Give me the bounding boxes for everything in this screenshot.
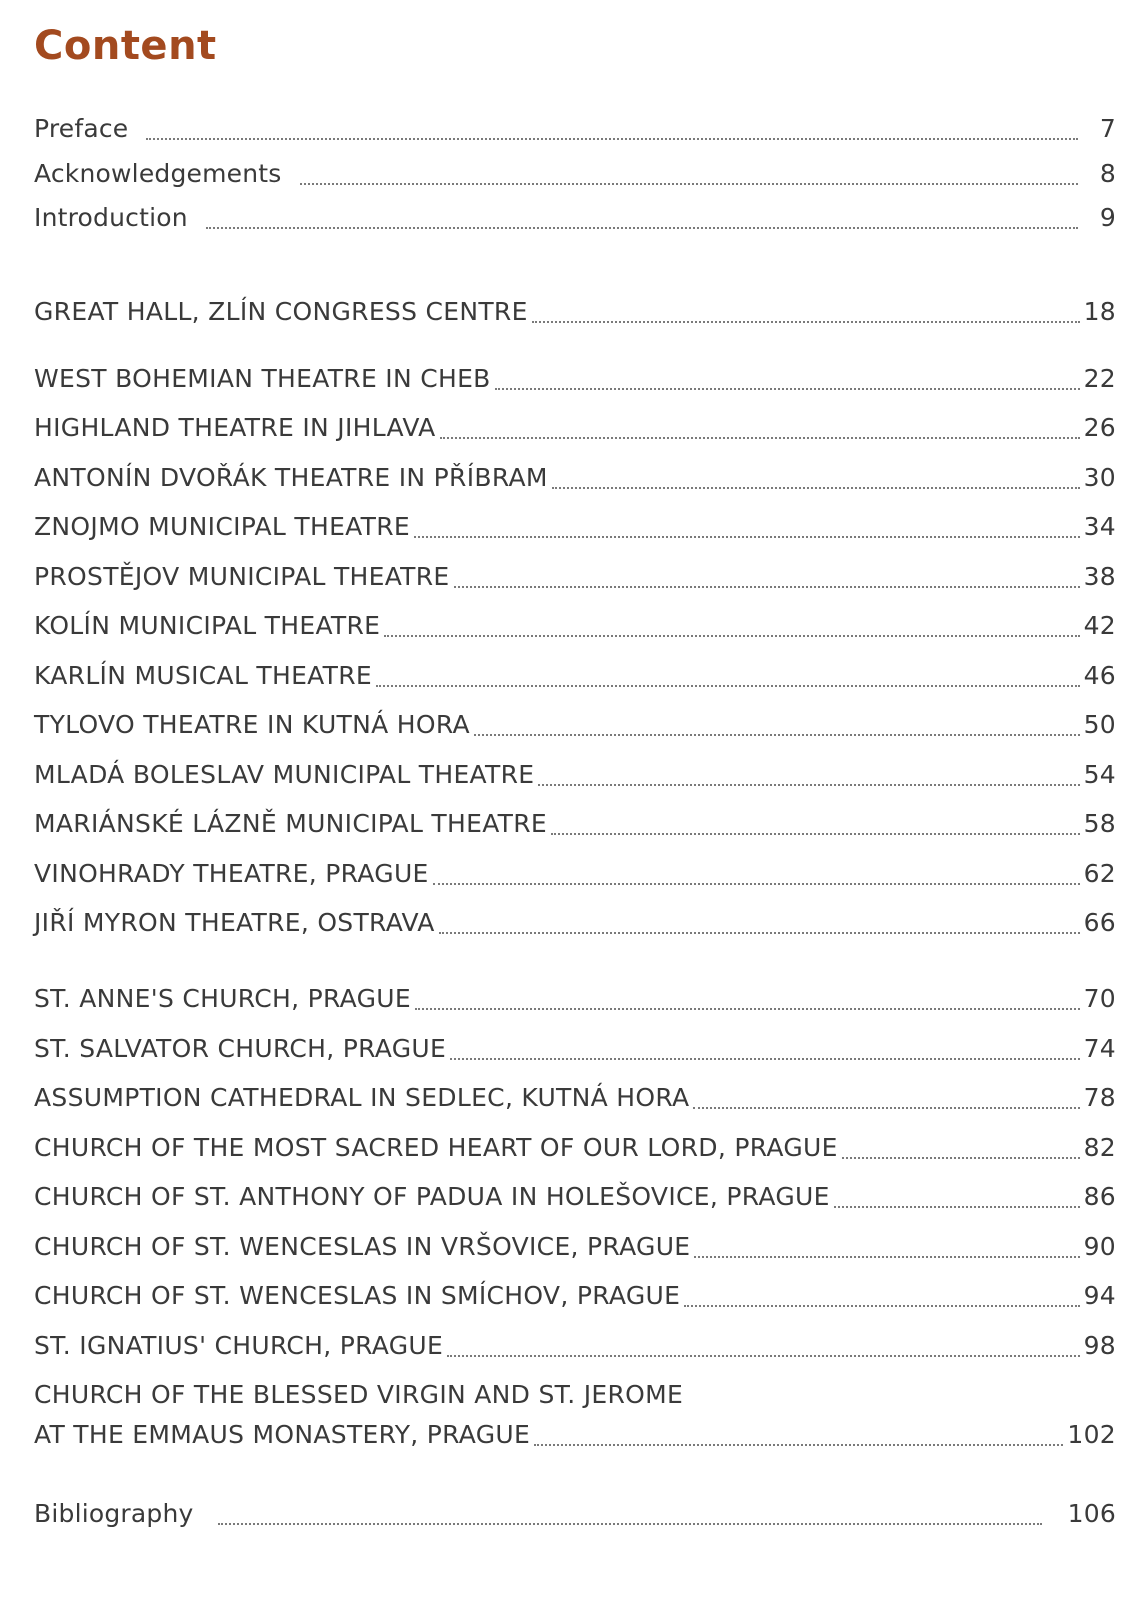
- dot-leader: [433, 883, 1080, 885]
- toc-entry-page: 106: [1067, 1499, 1116, 1528]
- toc-entry-label: MLADÁ BOLESLAV MUNICIPAL THEATRE: [34, 760, 535, 789]
- toc-entry-label: Introduction: [34, 203, 188, 232]
- toc-entry[interactable]: [34, 461, 1116, 495]
- toc-entry[interactable]: [34, 1081, 1116, 1115]
- dot-leader: [834, 1206, 1080, 1208]
- toc-entry[interactable]: [34, 1329, 1116, 1363]
- toc-entry-page: 38: [1083, 562, 1116, 591]
- toc-entry-page: 8: [1099, 159, 1116, 188]
- dot-leader: [534, 1444, 1063, 1446]
- toc-entry-label: ZNOJMO MUNICIPAL THEATRE: [34, 512, 410, 541]
- toc-entry-label: ANTONÍN DVOŘÁK THEATRE IN PŘÍBRAM: [34, 463, 548, 492]
- page-title: Content: [34, 23, 217, 69]
- dot-leader: [414, 536, 1080, 538]
- toc-entry-page: 46: [1083, 661, 1116, 690]
- dot-leader: [440, 437, 1080, 439]
- toc-entry-page: 82: [1083, 1133, 1116, 1162]
- toc-entry-label: WEST BOHEMIAN THEATRE IN CHEB: [34, 364, 491, 393]
- toc-entry[interactable]: [34, 411, 1116, 445]
- dot-leader: [684, 1305, 1079, 1307]
- toc-entry-page: 78: [1083, 1083, 1116, 1112]
- dot-leader: [450, 1058, 1079, 1060]
- toc-entry-emmaus[interactable]: [34, 1418, 1116, 1452]
- toc-entry-page: 62: [1083, 859, 1116, 888]
- toc-entry[interactable]: [34, 857, 1116, 891]
- toc-entry-label: CHURCH OF ST. WENCESLAS IN VRŠOVICE, PRAGUE: [34, 1232, 691, 1261]
- toc-entry-page: 98: [1083, 1331, 1116, 1360]
- toc-entry-label: HIGHLAND THEATRE IN JIHLAVA: [34, 413, 436, 442]
- toc-entry-page: 18: [1083, 297, 1116, 326]
- dot-leader: [551, 833, 1080, 835]
- dot-leader: [842, 1157, 1080, 1159]
- toc-entry-label: GREAT HALL, ZLÍN CONGRESS CENTRE: [34, 297, 528, 326]
- toc-entry-page: 9: [1099, 203, 1116, 232]
- toc-entry[interactable]: [34, 982, 1116, 1016]
- toc-entry-label: MARIÁNSKÉ LÁZNĚ MUNICIPAL THEATRE: [34, 809, 547, 838]
- dot-leader: [206, 227, 1078, 229]
- toc-entry-page: 66: [1083, 908, 1116, 937]
- toc-entry-page: 30: [1083, 463, 1116, 492]
- toc-entry-label: ST. SALVATOR CHURCH, PRAGUE: [34, 1034, 447, 1063]
- dot-leader: [447, 1355, 1079, 1357]
- toc-entry-emmaus-line1[interactable]: CHURCH OF THE BLESSED VIRGIN AND ST. JEROME: [34, 1380, 684, 1409]
- toc-entry[interactable]: [34, 1180, 1116, 1214]
- toc-entry-page: 26: [1083, 413, 1116, 442]
- toc-entry-label: Bibliography: [34, 1499, 194, 1528]
- dot-leader: [415, 1008, 1080, 1010]
- toc-entry-label: Preface: [34, 114, 129, 143]
- dot-leader: [300, 183, 1078, 185]
- toc-entry-page: 94: [1083, 1281, 1116, 1310]
- toc-entry-label: JIŘÍ MYRON THEATRE, OSTRAVA: [34, 908, 435, 937]
- toc-entry-label: CHURCH OF ST. ANTHONY OF PADUA IN HOLEŠOVICE, PRAGUE: [34, 1182, 830, 1211]
- dot-leader: [538, 784, 1079, 786]
- dot-leader: [384, 635, 1079, 637]
- toc-entry-label: Acknowledgements: [34, 159, 282, 188]
- toc-entry-page: 54: [1083, 760, 1116, 789]
- toc-entry-label: KOLÍN MUNICIPAL THEATRE: [34, 611, 381, 640]
- toc-entry-page: 50: [1083, 710, 1116, 739]
- toc-entry-page: 86: [1083, 1182, 1116, 1211]
- toc-entry-page: 42: [1083, 611, 1116, 640]
- toc-entry-label: KARLÍN MUSICAL THEATRE: [34, 661, 372, 690]
- toc-entry[interactable]: [34, 807, 1116, 841]
- toc-entry[interactable]: [34, 510, 1116, 544]
- toc-entry-page: 34: [1083, 512, 1116, 541]
- dot-leader: [439, 932, 1080, 934]
- toc-entry-page: 102: [1067, 1420, 1116, 1449]
- toc-entry[interactable]: [34, 1131, 1116, 1165]
- toc-entry-page: 70: [1083, 984, 1116, 1013]
- toc-entry-label: ST. ANNE'S CHURCH, PRAGUE: [34, 984, 411, 1013]
- dot-leader: [694, 1256, 1079, 1258]
- toc-entry-label: TYLOVO THEATRE IN KUTNÁ HORA: [34, 710, 470, 739]
- toc-entry-acknowledgements[interactable]: [34, 157, 1116, 191]
- toc-entry-label: PROSTĚJOV MUNICIPAL THEATRE: [34, 562, 450, 591]
- toc-entry-bibliography[interactable]: [34, 1497, 1116, 1531]
- toc-entry[interactable]: [34, 1279, 1116, 1313]
- toc-entry[interactable]: [34, 758, 1116, 792]
- toc-entry[interactable]: [34, 362, 1116, 396]
- toc-entry[interactable]: [34, 1230, 1116, 1264]
- dot-leader: [218, 1523, 1042, 1525]
- toc-entry-page: 22: [1083, 364, 1116, 393]
- toc-entry-label: ST. IGNATIUS' CHURCH, PRAGUE: [34, 1331, 444, 1360]
- dot-leader: [146, 138, 1078, 140]
- dot-leader: [552, 487, 1080, 489]
- toc-entry-label: AT THE EMMAUS MONASTERY, PRAGUE: [34, 1420, 531, 1449]
- dot-leader: [474, 734, 1080, 736]
- toc-entry-page: 74: [1083, 1034, 1116, 1063]
- toc-entry-preface[interactable]: [34, 112, 1116, 146]
- toc-entry-page: 58: [1083, 809, 1116, 838]
- toc-entry[interactable]: [34, 560, 1116, 594]
- dot-leader: [454, 586, 1080, 588]
- toc-entry[interactable]: [34, 906, 1116, 940]
- toc-entry[interactable]: [34, 1032, 1116, 1066]
- toc-entry[interactable]: [34, 708, 1116, 742]
- toc-entry[interactable]: [34, 659, 1116, 693]
- toc-entry-page: 7: [1099, 114, 1116, 143]
- toc-entry[interactable]: [34, 295, 1116, 329]
- toc-entry-label: VINOHRADY THEATRE, PRAGUE: [34, 859, 429, 888]
- toc-entry[interactable]: [34, 609, 1116, 643]
- dot-leader: [532, 321, 1080, 323]
- dot-leader: [693, 1107, 1079, 1109]
- toc-entry-label: CHURCH OF ST. WENCESLAS IN SMÍCHOV, PRAGUE: [34, 1281, 681, 1310]
- toc-entry-page: 90: [1083, 1232, 1116, 1261]
- dot-leader: [495, 388, 1080, 390]
- toc-entry-label: CHURCH OF THE MOST SACRED HEART OF OUR LORD, PRAGUE: [34, 1133, 838, 1162]
- toc-entry-introduction[interactable]: [34, 201, 1116, 235]
- dot-leader: [376, 685, 1080, 687]
- toc-entry-label: ASSUMPTION CATHEDRAL IN SEDLEC, KUTNÁ HORA: [34, 1083, 690, 1112]
